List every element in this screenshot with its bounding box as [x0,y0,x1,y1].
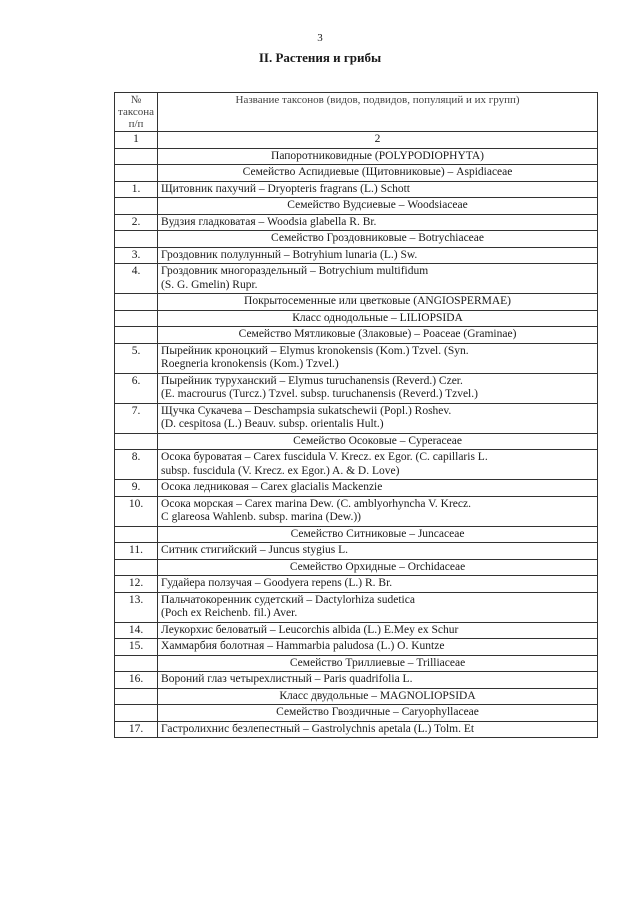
name-line: (Poch ex Reichenb. fil.) Aver. [161,607,298,619]
group-name [158,165,598,182]
row-number: 11. [115,543,158,560]
group-name [158,231,598,248]
section-title: II. Растения и грибы [258,50,382,65]
row-number [115,688,158,705]
name-line: Пырейник кроноцкий – Elymus kronokensis (Kom.) Tzvel. (Syn. [161,344,469,357]
taxon-name [158,373,598,403]
group-name [158,310,598,327]
taxon-row [115,721,598,738]
taxon-name [158,721,598,738]
group-name [158,655,598,672]
name-line: Семейство Ситниковые – Juncaceae [290,527,465,540]
name-line: Roegneria kronokensis (Kom.) Tzvel.) [161,358,339,370]
name-line: Гастролихнис безлепестный – Gastrolychnis apetala (L.) Tolm. Et [161,722,475,735]
name-line: Класс двудольные – MAGNOLIOPSIDA [279,689,476,702]
row-number: 6. [115,373,158,403]
taxon-name [158,403,598,433]
taxon-row [115,214,598,231]
index-row [115,132,598,149]
index-cell: 2 [158,132,598,149]
row-number: 9. [115,480,158,497]
group-name [158,294,598,311]
name-line: Семейство Вудсиевые – Woodsiaceae [287,199,468,211]
row-number: 10. [115,496,158,526]
group-row [115,327,598,344]
taxon-name [158,264,598,294]
name-line: Папоротниковидные (POLYPODIOPHYTA) [271,149,485,162]
name-line: Пырейник туруханский – Elymus turuchanensis (Reverd.) Czer. [161,374,463,387]
index-cell: 1 [115,132,158,149]
taxon-row [115,343,598,373]
name-line: Пальчатокоренник судетский – Dactylorhiza sudetica [161,593,415,606]
taxon-name [158,450,598,480]
num-header-line: № [130,94,142,106]
name-line: Семейство Осоковые – Cyperaceae [293,434,462,447]
taxon-row [115,264,598,294]
taxon-name [158,214,598,231]
name-line: (D. cespitosa (L.) Beauv. subsp. orientalis Hult.) [161,418,384,430]
row-number: 5. [115,343,158,373]
taxon-name [158,181,598,198]
name-line: Семейство Триллиевые – Trilliaceae [289,656,466,669]
group-row [115,231,598,248]
group-row [115,688,598,705]
taxon-row [115,672,598,689]
name-line: Леукорхис беловатый – Leucorchis albida (L.) E.Mey ex Schur [161,623,459,636]
name-line: Семейство Аспидиевые (Щитовниковые) – Aspidiaceae [242,166,513,178]
row-number: 17. [115,721,158,738]
taxon-row [115,480,598,497]
group-name [158,705,598,722]
group-row [115,655,598,672]
row-number: 12. [115,576,158,593]
taxa-table [114,92,598,738]
row-number [115,526,158,543]
row-number [115,655,158,672]
taxon-name [158,672,598,689]
group-row [115,165,598,182]
name-line: Семейство Мятликовые (Злаковые) – Poaceae (Graminae) [238,328,517,340]
taxon-row [115,639,598,656]
num-column-header [115,93,158,132]
taxon-row [115,592,598,622]
name-line: Щитовник пахучий – Dryopteris fragrans (L.) Schott [161,182,410,195]
taxon-name [158,543,598,560]
taxon-name [158,247,598,264]
taxon-name [158,343,598,373]
taxon-row [115,373,598,403]
row-number: 4. [115,264,158,294]
group-name [158,526,598,543]
name-line: Хаммарбия болотная – Hammarbia paludosa (L.) O. Kuntze [161,640,445,652]
taxon-name [158,639,598,656]
group-name [158,559,598,576]
taxon-row [115,576,598,593]
group-row [115,310,598,327]
name-line: Вудзия гладковатая – Woodsia glabella R. Br. [161,215,377,228]
row-number [115,198,158,215]
name-column-header: Название таксонов (видов, подвидов, популяций и их групп) [158,93,598,132]
taxon-name [158,576,598,593]
row-number [115,165,158,182]
taxon-name [158,480,598,497]
name-line: Щучка Сукачева – Deschampsia sukatschewii (Popl.) Roshev. [161,404,452,417]
row-number [115,433,158,450]
group-row [115,433,598,450]
taxon-row [115,181,598,198]
taxa-body [115,148,598,738]
name-line: Осока ледниковая – Carex glacialis Mackenzie [161,481,383,493]
taxon-row [115,247,598,264]
name-line: Осока буроватая – Carex fuscidula V. Krecz. ex Egor. (C. capillaris L. [161,451,488,463]
row-number: 13. [115,592,158,622]
group-name [158,148,598,165]
name-line: Гудайера ползучая – Goodyera repens (L.) R. Br. [161,577,393,589]
row-number [115,559,158,576]
group-row [115,294,598,311]
taxon-row [115,543,598,560]
name-line: Покрытосеменные или цветковые (ANGIOSPERMAE) [244,295,512,307]
group-row [115,198,598,215]
table-header-row [115,93,598,132]
row-number [115,705,158,722]
taxon-row [115,450,598,480]
row-number: 3. [115,247,158,264]
name-line: (S. G. Gmelin) Rupr. [161,278,258,291]
taxon-row [115,496,598,526]
name-line: Гроздовник полулунный – Botryhium lunaria (L.) Sw. [161,248,418,261]
name-line: Ситник стигийский – Juncus stygius L. [161,544,349,556]
name-line: Вороний глаз четырехлистный – Paris quadrifolia L. [161,673,413,685]
name-line: Семейство Гроздовниковые – Botrychiaceae [271,232,484,244]
row-number [115,327,158,344]
taxon-name [158,592,598,622]
row-number: 15. [115,639,158,656]
name-line: Семейство Гвоздичные – Caryophyllaceae [276,706,479,718]
row-number: 2. [115,214,158,231]
row-number [115,294,158,311]
name-line: Класс однодольные – LILIOPSIDA [292,311,463,324]
name-line: Гроздовник многораздельный – Botrychium multifidum [161,265,429,277]
taxon-row [115,403,598,433]
name-line: Осока морская – Carex marina Dew. (C. amblyorhyncha V. Krecz. [161,497,471,510]
row-number: 7. [115,403,158,433]
taxon-row [115,622,598,639]
group-name [158,327,598,344]
num-header-line: таксона [118,106,155,118]
taxon-name [158,496,598,526]
taxon-name [158,622,598,639]
name-line: Семейство Орхидные – Orchidaceae [289,560,466,573]
name-line: subsp. fuscidula (V. Krecz. ex Egor.) A. & D. Love) [161,464,400,477]
num-header-line: п/п [128,118,144,130]
page-number: 3 [317,32,323,44]
row-number: 16. [115,672,158,689]
group-row [115,559,598,576]
name-line: C glareosa Wahlenb. subsp. marina (Dew.)) [161,511,361,523]
row-number: 1. [115,181,158,198]
row-number [115,310,158,327]
row-number [115,231,158,248]
group-row [115,148,598,165]
group-name [158,198,598,215]
group-row [115,705,598,722]
group-name [158,433,598,450]
name-line: (E. macrourus (Turcz.) Tzvel. subsp. turuchanensis (Reverd.) Tzvel.) [161,388,478,400]
group-name [158,688,598,705]
row-number: 14. [115,622,158,639]
row-number: 8. [115,450,158,480]
group-row [115,526,598,543]
row-number [115,148,158,165]
